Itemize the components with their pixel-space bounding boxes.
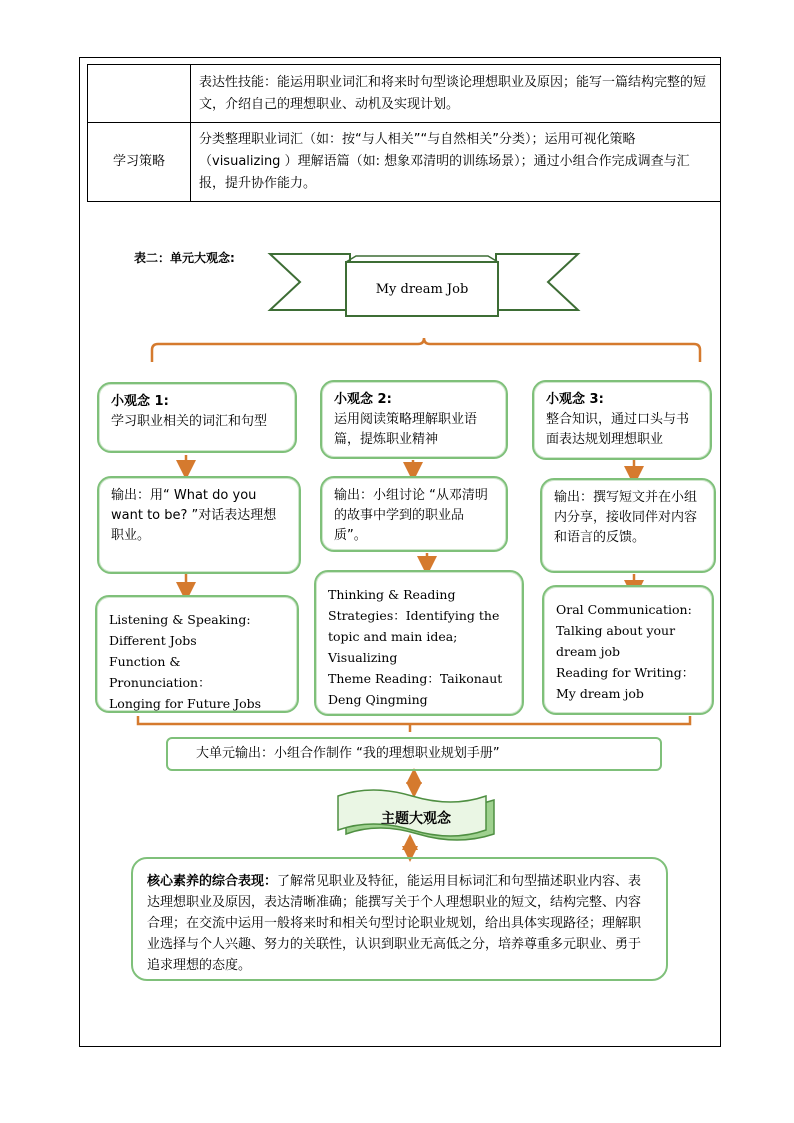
lesson-line: Deng Qingming (328, 692, 428, 707)
concept-title: 小观念 3: (546, 392, 604, 407)
concept-title: 小观念 1: (111, 394, 169, 409)
concept-box-3 (532, 380, 712, 460)
concept-desc: 整合知识，通过口头与书面表达规划理想职业 (546, 412, 690, 447)
output-box-1 (97, 476, 301, 574)
lesson-line: Talking about your (556, 623, 676, 638)
lesson-line: Thinking & Reading (328, 587, 456, 602)
lesson-line: Listening & Speaking: (109, 612, 251, 627)
theme-title: 主题大观念 (381, 811, 451, 827)
banner-title: My dream Job (375, 281, 469, 297)
lesson-line: Visualizing (328, 650, 398, 665)
row-label: 学习策略 (88, 123, 191, 202)
row-text: 分类整理职业词汇（如：按“与人相关”“与自然相关”分类）；运用可视化策略（visualizing ）理解语篇（如: 想象邓清明的训练场景）；通过小组合作完成调查与汇报，提升协作能力。 (191, 123, 721, 202)
lesson-line: Longing for Future Jobs (109, 696, 262, 711)
lesson-box-1 (95, 595, 299, 713)
core-text: 了解常见职业及特征，能运用目标词汇和句型描述职业内容、表达理想职业及原因，表达清晰准确；能撰写关于个人理想职业的短文，结构完整、内容合理；在交流中运用一般将来时和相关句型讨论职业规划，给出具体实现路径；理解职业选择与个人兴趣、努力的关联性，认识到职业无高低之分，培养尊重多元职业、勇于追求理想的态度。 (147, 874, 642, 973)
row-text: 表达性技能：能运用职业词汇和将来时句型谈论理想职业及原因；能写一篇结构完整的短文，介绍自己的理想职业、动机及实现计划。 (191, 65, 721, 123)
lesson-line: Strategies：Identifying the (328, 608, 500, 623)
lesson-line: Function & Pronunciation： (109, 654, 211, 690)
lesson-line: Theme Reading：Taikonaut (328, 671, 503, 686)
output-text: 输出：撰写短文并在小组内分享，接收同伴对内容和语言的反馈。 (554, 490, 698, 545)
concept-desc: 学习职业相关的词汇和句型 (111, 414, 268, 429)
lesson-box-2 (314, 570, 524, 716)
output-text: 输出：小组讨论 “从邓清明的故事中学到的职业品质”。 (334, 488, 488, 543)
lesson-line: Reading for Writing： (556, 665, 695, 680)
core-competency-box (131, 857, 668, 981)
lesson-box-3 (542, 585, 714, 715)
lesson-line: Oral Communication: (556, 602, 692, 617)
unit-output-box: 大单元输出：小组合作制作 “我的理想职业规划手册” (166, 737, 662, 771)
diagram-title: 表二：单元大观念: (134, 251, 235, 265)
concept-box-1 (97, 382, 297, 453)
output-box-2 (320, 476, 508, 552)
output-text: 输出：用“ What do you want to be? ”对话表达理想职业。 (111, 488, 277, 543)
lesson-line: My dream job (556, 686, 644, 701)
lesson-line: dream job (556, 644, 621, 659)
concept-title: 小观念 2: (334, 392, 392, 407)
lesson-line: Different Jobs (109, 633, 197, 648)
lesson-line: topic and main idea; (328, 629, 458, 644)
output-box-3 (540, 478, 716, 573)
top-brace (152, 338, 700, 362)
concept-box-2 (320, 380, 508, 459)
concept-desc: 运用阅读策略理解职业语篇，提炼职业精神 (334, 412, 478, 447)
core-label: 核心素养的综合表现： (147, 874, 278, 889)
bottom-brace (138, 716, 690, 732)
